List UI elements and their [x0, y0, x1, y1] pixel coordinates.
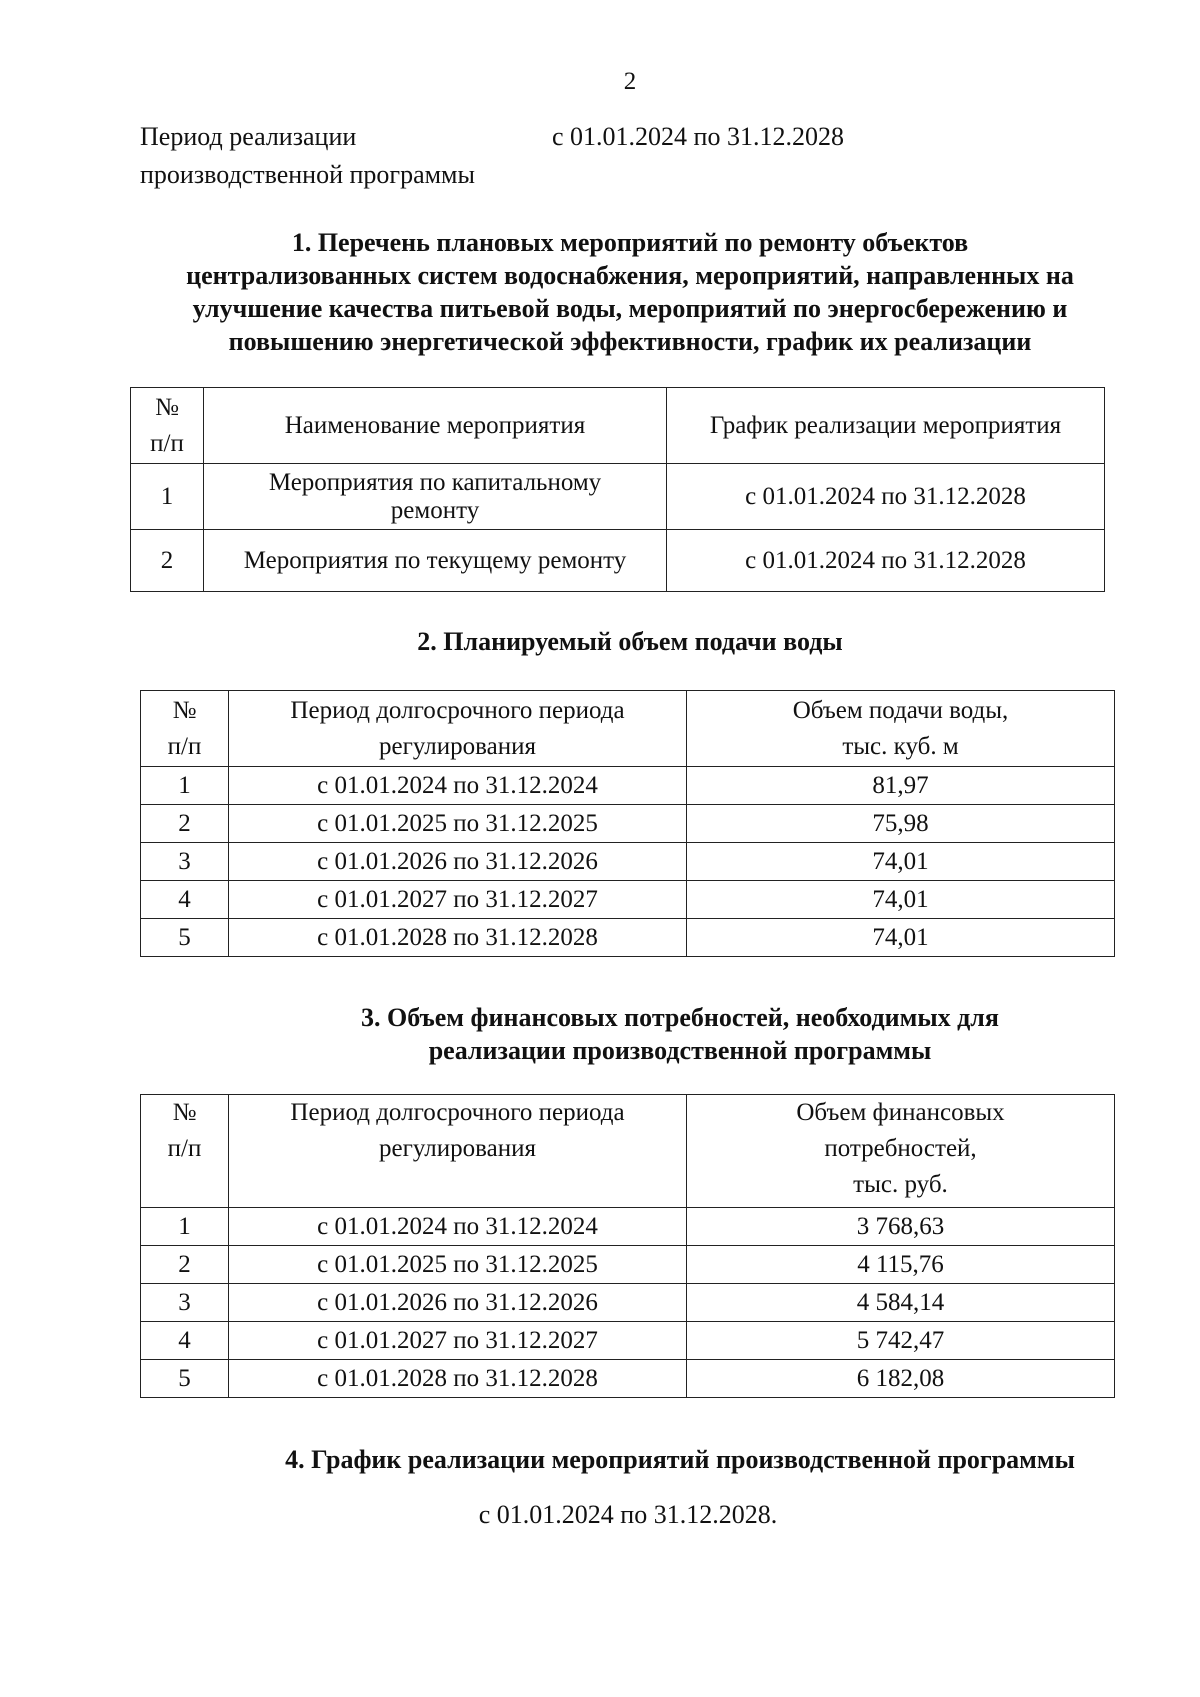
header-period-line2: регулирования [379, 1135, 536, 1162]
row-num: 1 [141, 767, 229, 805]
row-num: 4 [141, 881, 229, 919]
table-row [131, 530, 1105, 592]
row-period: с 01.01.2027 по 31.12.2027 [229, 1322, 687, 1360]
table-header-row [131, 388, 1105, 464]
measures-table [130, 387, 1105, 592]
water-volume-table [140, 690, 1115, 957]
row-period: с 01.01.2028 по 31.12.2028 [229, 1360, 687, 1398]
header-num-line2: п/п [167, 732, 202, 760]
header-value-line3: тыс. руб. [853, 1171, 948, 1198]
header-value-line2: тыс. куб. м [842, 732, 959, 760]
section3-title-line: 3. Объем финансовых потребностей, необходимых для [361, 1003, 999, 1032]
header-num-line2: п/п [167, 1135, 202, 1162]
section1-title-line: централизованных систем водоснабжения, мероприятий, направленных на [186, 261, 1074, 290]
header-value-line1: Объем финансовых [796, 1099, 1005, 1126]
row-period: с 01.01.2026 по 31.12.2026 [229, 1284, 687, 1322]
header-schedule: График реализации мероприятия [667, 388, 1105, 464]
section2-title: 2. Планируемый объем подачи воды [417, 627, 843, 656]
section1-title-line: 1. Перечень плановых мероприятий по ремонту объектов [291, 228, 969, 257]
row-value: 6 182,08 [687, 1360, 1115, 1398]
period-label-line2: производственной программы [140, 160, 475, 189]
row-value: 4 584,14 [687, 1284, 1115, 1322]
header-period-line1: Период долгосрочного периода [290, 1099, 625, 1126]
header-value [687, 691, 1115, 767]
header-num [141, 1095, 229, 1208]
table-row [141, 1284, 1115, 1322]
period-label-line1: Период реализации [140, 122, 357, 151]
section1-title [130, 226, 1130, 358]
table-row [141, 881, 1115, 919]
header-period [229, 1095, 687, 1208]
row-value: 74,01 [687, 881, 1115, 919]
row-num: 3 [141, 843, 229, 881]
table-row [141, 843, 1115, 881]
header-value [687, 1095, 1115, 1208]
period-label [140, 118, 540, 194]
header-num-line2: п/п [150, 429, 184, 457]
row-period: с 01.01.2026 по 31.12.2026 [229, 843, 687, 881]
section1-title-line: улучшение качества питьевой воды, мероприятий по энергосбережению и [192, 294, 1068, 323]
section3-title [180, 1001, 1180, 1067]
row-value: 74,01 [687, 919, 1115, 957]
table-row [141, 767, 1115, 805]
header-num [141, 691, 229, 767]
row-value: 81,97 [687, 767, 1115, 805]
row-period: с 01.01.2024 по 31.12.2024 [229, 1208, 687, 1246]
header-period-line1: Период долгосрочного периода [290, 696, 625, 724]
row-value: 3 768,63 [687, 1208, 1115, 1246]
header-num-line1: № [155, 393, 179, 421]
table-row [131, 464, 1105, 530]
page-number: 2 [623, 68, 637, 95]
row-value: 74,01 [687, 843, 1115, 881]
header-value-line2: потребностей, [824, 1135, 977, 1162]
row-num: 3 [141, 1284, 229, 1322]
row-period: с 01.01.2027 по 31.12.2027 [229, 881, 687, 919]
header-name: Наименование мероприятия [204, 388, 667, 464]
row-num: 5 [141, 1360, 229, 1398]
header-value-line1: Объем подачи воды, [792, 696, 1009, 724]
row-name [204, 464, 667, 530]
row-period: с 01.01.2025 по 31.12.2025 [229, 1246, 687, 1284]
row-num: 2 [141, 1246, 229, 1284]
row-num: 5 [141, 919, 229, 957]
row-name-line2: ремонту [390, 496, 480, 524]
table-row [141, 1360, 1115, 1398]
section1-title-line: повышению энергетической эффективности, график их реализации [228, 327, 1032, 356]
table-row [141, 805, 1115, 843]
header-num-line1: № [172, 1099, 197, 1126]
row-value: 4 115,76 [687, 1246, 1115, 1284]
row-period: с 01.01.2025 по 31.12.2025 [229, 805, 687, 843]
financial-needs-table [140, 1094, 1115, 1398]
section3-title-line: реализации производственной программы [428, 1036, 932, 1065]
header-period [229, 691, 687, 767]
row-num: 2 [141, 805, 229, 843]
row-num: 4 [141, 1322, 229, 1360]
table-row [141, 1208, 1115, 1246]
table-header-row [141, 1095, 1115, 1208]
section4-title: 4. График реализации мероприятий производственной программы [285, 1445, 1075, 1474]
period-value: с 01.01.2024 по 31.12.2028 [552, 122, 844, 151]
row-schedule: с 01.01.2024 по 31.12.2028 [667, 530, 1105, 592]
table-header-row [141, 691, 1115, 767]
section4-value: с 01.01.2024 по 31.12.2028. [478, 1500, 778, 1529]
row-num: 1 [131, 464, 204, 530]
table-row [141, 1322, 1115, 1360]
row-name-line1: Мероприятия по капитальному [268, 468, 602, 496]
header-num-line1: № [172, 696, 197, 724]
row-name: Мероприятия по текущему ремонту [204, 530, 667, 592]
row-value: 75,98 [687, 805, 1115, 843]
header-num [131, 388, 204, 464]
table-row [141, 1246, 1115, 1284]
table-row [141, 919, 1115, 957]
row-period: с 01.01.2024 по 31.12.2024 [229, 767, 687, 805]
row-period: с 01.01.2028 по 31.12.2028 [229, 919, 687, 957]
row-schedule: с 01.01.2024 по 31.12.2028 [667, 464, 1105, 530]
row-num: 1 [141, 1208, 229, 1246]
header-period-line2: регулирования [379, 732, 536, 760]
row-num: 2 [131, 530, 204, 592]
row-value: 5 742,47 [687, 1322, 1115, 1360]
